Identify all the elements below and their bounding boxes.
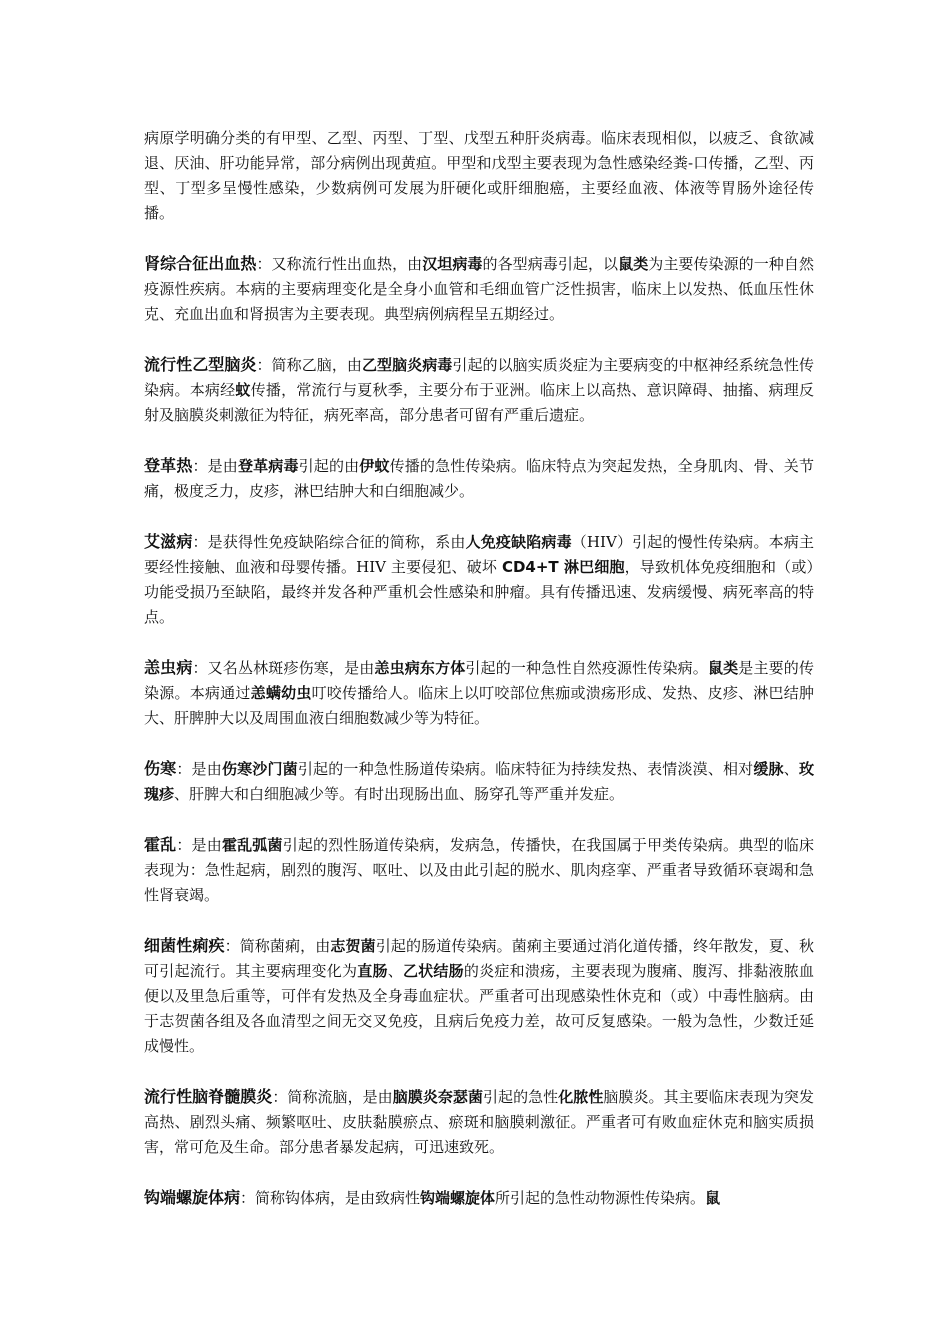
- disease-term: 艾滋病: [144, 532, 193, 551]
- paragraph: [144, 933, 814, 1059]
- body-text: 引起的肠道传染病。菌痢主要通过消化道传播，终年散发，夏、秋可引起流行。其主要病理变化为: [144, 937, 814, 980]
- paragraph: [144, 126, 814, 226]
- body-text: ：是获得性免疫缺陷综合征的简称，系由: [192, 533, 466, 551]
- bold-keyword: 直肠: [357, 962, 388, 980]
- body-text: ：简称流脑，是由: [272, 1088, 393, 1106]
- body-text: 为主要传染源的一种自然疫源性疾病。本病的主要病理变化是全身小血管和毛细血管广泛性损害，临床上以发热、低血压性休克、充血出血和肾损害为主要表现。典型病例病程呈五期经过。: [144, 255, 814, 323]
- bold-keyword: 化脓性: [558, 1088, 604, 1106]
- body-text: 、: [387, 962, 403, 980]
- bold-keyword: 霍乱弧菌: [221, 836, 283, 854]
- bold-keyword: 恙虫病东方体: [374, 659, 466, 677]
- body-text: 叮咬传播给人。临床上以叮咬部位焦痂或溃疡形成、发热、皮疹、淋巴结肿大、肝脾肿大以及周围血液白细胞数减少等为特征。: [144, 684, 814, 727]
- body-text: ：是由: [176, 836, 222, 854]
- body-text: 引起的一种急性肠道传染病。临床特征为持续发热、表情淡漠、相对: [297, 760, 754, 778]
- bold-keyword: 伤寒沙门菌: [221, 760, 298, 778]
- paragraph: [144, 352, 814, 428]
- bold-keyword: 钩端螺旋体: [420, 1189, 496, 1207]
- paragraph: [144, 832, 814, 908]
- disease-term: 钩端螺旋体病: [144, 1188, 241, 1207]
- bold-keyword: 恙螨幼虫: [250, 684, 312, 702]
- body-text: 引起的烈性肠道传染病，发病急，传播快，在我国属于甲类传染病。典型的临床表现为：急性起病，剧烈的腹泻、呕吐、以及由此引起的脱水、肌肉痉挛、严重者导致循环衰竭和急性肾衰竭。: [144, 836, 814, 904]
- paragraph: [144, 655, 814, 731]
- bold-keyword: 乙状结肠: [402, 962, 464, 980]
- body-text: 引起的由: [298, 457, 360, 475]
- disease-term: 流行性乙型脑炎: [144, 355, 257, 374]
- bold-keyword: CD4+T 淋巴细胞: [501, 558, 625, 576]
- body-text: 病原学明确分类的有甲型、乙型、丙型、丁型、戊型五种肝炎病毒。临床表现相似，以疲乏、食欲减退、厌油、肝功能异常，部分病例出现黄疸。甲型和戊型主要表现为急性感染经粪-口传播，乙型、丙型、丁型多呈慢性感染，少数病例可发展为肝硬化或肝细胞癌，主要经血液、体液等胃肠外途径传播。: [144, 129, 814, 222]
- bold-keyword: 脑膜炎奈瑟菌: [392, 1088, 483, 1106]
- body-text: 的炎症和溃疡，主要表现为腹痛、腹泻、排黏液脓血便以及里急后重等，可伴有发热及全身毒血症状。严重者可出现感染性休克和（或）中毒性脑病。由于志贺菌各组及各血清型之间无交叉免疫，且病后免疫力差，故可反复感染。一般为急性，少数迁延成慢性。: [144, 962, 814, 1055]
- disease-term: 流行性脑脊髓膜炎: [144, 1087, 273, 1106]
- body-text: 的各型病毒引起，以: [482, 255, 619, 273]
- disease-term: 霍乱: [144, 835, 177, 854]
- bold-keyword: 鼠类: [707, 659, 739, 677]
- bold-keyword: 志贺菌: [330, 937, 376, 955]
- body-text: ：简称钩体病，是由致病性: [240, 1189, 421, 1207]
- body-text: ：又称流行性出血热，由: [256, 255, 423, 273]
- body-text: ：是由: [192, 457, 238, 475]
- disease-term: 细菌性痢疾: [144, 936, 225, 955]
- bold-keyword: 伊蚊: [359, 457, 390, 475]
- body-text: ：简称乙脑，由: [256, 356, 362, 374]
- paragraph: [144, 453, 814, 504]
- body-text: ，导致机体免疫细胞和（或）功能受损乃至缺陷，最终并发各种严重机会性感染和肿瘤。具有传播迅速、发病缓慢、病死率高的特点。: [144, 558, 814, 626]
- paragraph: [144, 756, 814, 807]
- disease-term: 伤寒: [144, 759, 177, 778]
- disease-term: 登革热: [144, 456, 193, 475]
- bold-keyword: 蚊: [235, 381, 251, 399]
- bold-keyword: 鼠类: [618, 255, 649, 273]
- bold-keyword: 缓脉: [753, 760, 784, 778]
- body-text: 引起的一种急性自然疫源性传染病。: [465, 659, 708, 677]
- bold-keyword: 乙型脑炎病毒: [361, 356, 453, 374]
- body-text: 引起的急性: [483, 1088, 559, 1106]
- body-text: （HIV）引起的慢性传染病。本病主要经性接触、血液和母婴传播。HIV 主要侵犯、破坏: [144, 533, 814, 576]
- bold-keyword: 人免疫缺陷病毒: [465, 533, 572, 551]
- paragraph: [144, 1084, 814, 1160]
- body-text: ：是由: [176, 760, 222, 778]
- body-text: 引起的以脑实质炎症为主要病变的中枢神经系统急性传染病。本病经: [144, 356, 814, 399]
- disease-term: 肾综合征出血热: [144, 254, 257, 273]
- paragraph: [144, 1185, 814, 1211]
- bold-keyword: 鼠: [705, 1189, 721, 1207]
- body-text: 脑膜炎。其主要临床表现为突发高热、剧烈头痛、频繁呕吐、皮肤黏膜瘀点、瘀斑和脑膜刺激征。严重者可有败血症休克和脑实质损害，常可危及生命。部分患者暴发起病，可迅速致死。: [144, 1088, 814, 1156]
- body-text: 、肝脾大和白细胞减少等。有时出现肠出血、肠穿孔等严重并发症。: [174, 785, 625, 803]
- document-body: [144, 126, 814, 1236]
- body-text: ：又名丛林斑疹伤寒，是由: [192, 659, 375, 677]
- body-text: 所引起的急性动物源性传染病。: [495, 1189, 706, 1207]
- body-text: 传播，常流行与夏秋季，主要分布于亚洲。临床上以高热、意识障碍、抽搐、病理反射及脑膜炎刺激征为特征，病死率高，部分患者可留有严重后遗症。: [144, 381, 814, 424]
- body-text: 是主要的传染源。本病通过: [144, 659, 814, 702]
- bold-keyword: 登革病毒: [237, 457, 299, 475]
- disease-term: 恙虫病: [144, 658, 193, 677]
- paragraph: [144, 251, 814, 327]
- body-text: ：简称菌痢，由: [224, 937, 331, 955]
- bold-keyword: 玫瑰疹: [144, 760, 814, 803]
- body-text: 传播的急性传染病。临床特点为突起发热，全身肌肉、骨、关节痛，极度乏力，皮疹，淋巴结肿大和白细胞减少。: [144, 457, 814, 500]
- paragraph: [144, 529, 814, 630]
- body-text: 、: [783, 760, 799, 778]
- bold-keyword: 汉坦病毒: [422, 255, 483, 273]
